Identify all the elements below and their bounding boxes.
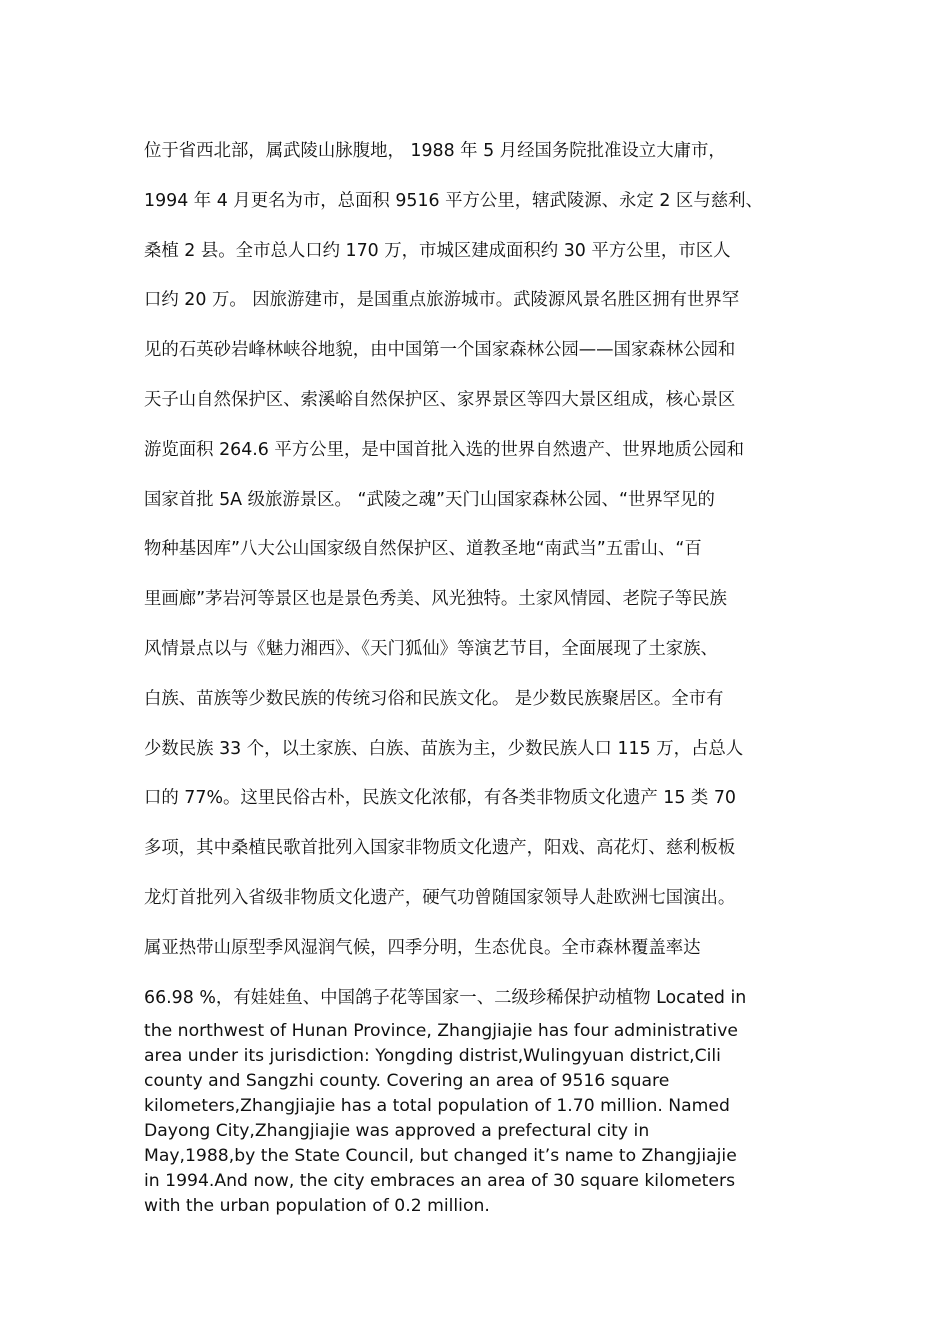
english-text-line: county and Sangzhi county. Covering an area of 9516 square xyxy=(144,1071,670,1091)
english-text-line: kilometers,Zhangjiajie has a total population of 1.70 million. Named xyxy=(144,1096,730,1116)
chinese-paragraph xyxy=(144,127,844,1023)
chinese-text-line: 里画廊”茅岩河等景区也是景色秀美、风光独特。土家风情园、老院子等民族 xyxy=(144,589,727,610)
english-text-line: Dayong City,Zhangjiajie was approved a prefectural city in xyxy=(144,1121,650,1141)
chinese-text-line: 66.98 %，有娃娃鱼、中国鸽子花等国家一、二级珍稀保护动植物 Located in xyxy=(144,987,747,1008)
chinese-text-line: 1994 年 4 月更名为市，总面积 9516 平方公里，辖武陵源、永定 2 区与慈利、 xyxy=(144,190,763,211)
english-text-line: May,1988,by the State Council, but changed it’s name to Zhangjiajie xyxy=(144,1146,737,1166)
english-text-line: in 1994.And now, the city embraces an area of 30 square kilometers xyxy=(144,1171,736,1191)
chinese-text-line: 口的 77%。这里民俗古朴，民族文化浓郁，有各类非物质文化遗产 15 类 70 xyxy=(144,788,736,809)
english-text-line: area under its jurisdiction: Yongding distrist,Wulingyuan district,Cili xyxy=(144,1046,721,1066)
english-text-line: the northwest of Hunan Province, Zhangjiajie has four administrative xyxy=(144,1021,738,1041)
chinese-text-line: 龙灯首批列入省级非物质文化遗产，硬气功曾随国家领导人赴欧洲七国演出。 xyxy=(144,887,736,908)
chinese-text-line: 见的石英砂岩峰林峡谷地貌，由中国第一个国家森林公园——国家森林公园和 xyxy=(144,340,736,361)
chinese-text-line: 多项，其中桑植民歌首批列入国家非物质文化遗产，阳戏、高花灯、慈利板板 xyxy=(144,838,736,859)
chinese-text-line: 桑植 2 县。全市总人口约 170 万，市城区建成面积约 30 平方公里，市区人 xyxy=(144,240,731,261)
english-text-line: with the urban population of 0.2 million. xyxy=(144,1196,490,1216)
chinese-text-line: 少数民族 33 个，以土家族、白族、苗族为主，少数民族人口 115 万，占总人 xyxy=(144,738,744,759)
chinese-text-line: 物种基因库”八大公山国家级自然保护区、道教圣地“南武当”五雷山、“百 xyxy=(144,539,702,560)
chinese-text-line: 属亚热带山原型季风湿润气候，四季分明，生态优良。全市森林覆盖率达 xyxy=(144,937,701,958)
english-paragraph xyxy=(144,1019,844,1219)
chinese-text-line: 口约 20 万。 因旅游建市，是国重点旅游城市。武陵源风景名胜区拥有世界罕 xyxy=(144,290,740,311)
chinese-text-line: 白族、苗族等少数民族的传统习俗和民族文化。 是少数民族聚居区。全市有 xyxy=(144,688,724,709)
chinese-text-line: 风情景点以与《魅力湘西》、《天门狐仙》等演艺节目，全面展现了土家族、 xyxy=(144,638,718,659)
chinese-text-line: 国家首批 5A 级旅游景区。 “武陵之魂”天门山国家森林公园、“世界罕见的 xyxy=(144,489,715,510)
chinese-text-line: 天子山自然保护区、索溪峪自然保护区、家界景区等四大景区组成，核心景区 xyxy=(144,389,736,410)
chinese-text-line: 游览面积 264.6 平方公里，是中国首批入选的世界自然遗产、世界地质公园和 xyxy=(144,439,744,460)
chinese-text-line: 位于省西北部，属武陵山脉腹地， 1988 年 5 月经国务院批准设立大庸市， xyxy=(144,141,726,161)
